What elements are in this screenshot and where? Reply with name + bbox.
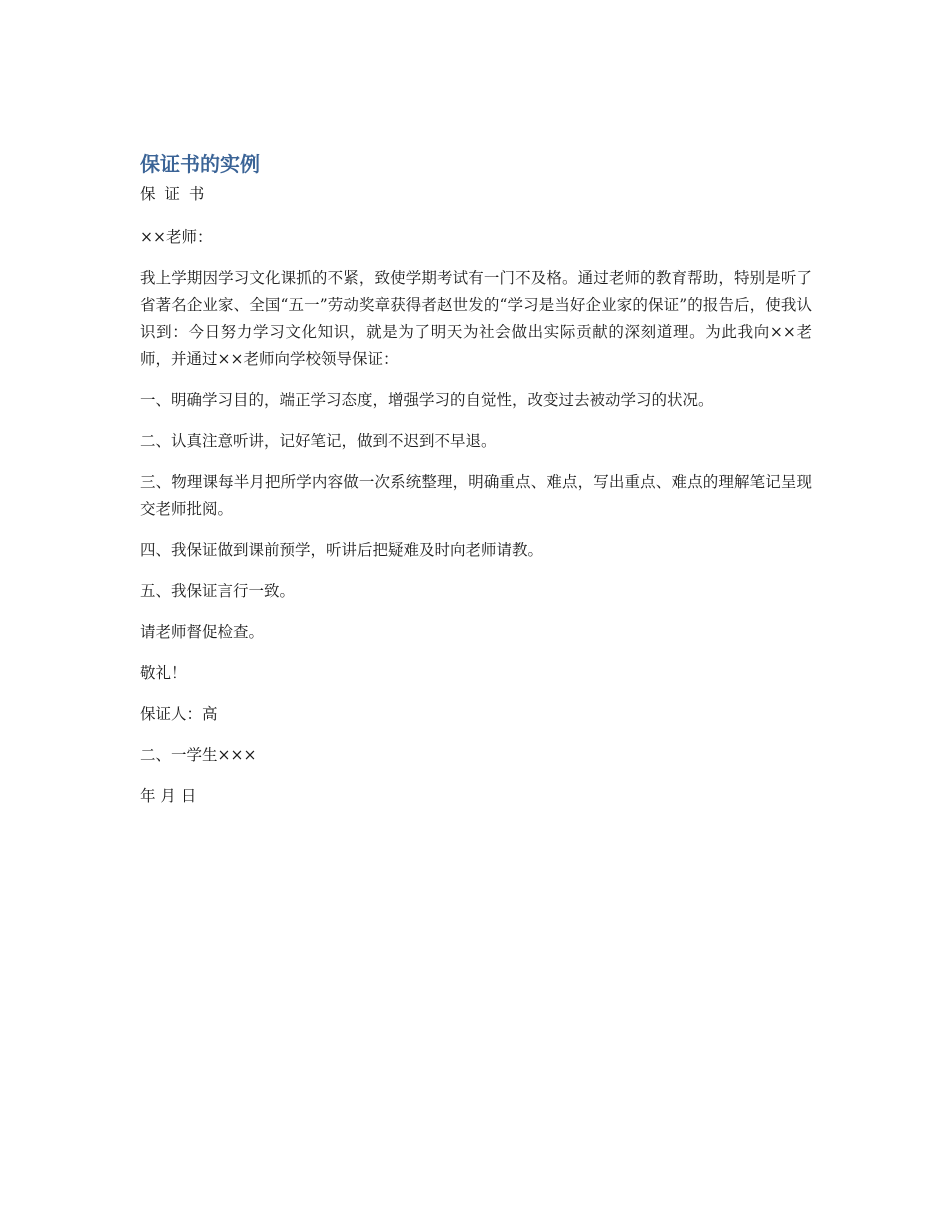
date-line: 年 月 日 [140,787,197,805]
body-paragraph: 我上学期因学习文化课抓的不紧，致使学期考试有一门不及格。通过老师的教育帮助，特别是听了省著名企业家、全国“五一”劳动奖章获得者赵世发的“学习是当好企业家的保证”的报告后，使我认识到：今日努力学习文化知识，就是为了明天为社会做出实际贡献的深刻道理。为此我向××老师，并通过××老师向学校领导保证： [140,269,812,368]
signer-line: 二、一学生××× [140,746,257,764]
pledge-item-2: 二、认真注意听讲，记好笔记，做到不迟到不早退。 [140,432,497,450]
document-subtitle: 保 证 书 [140,185,207,203]
request-line: 请老师督促检查。 [140,623,265,641]
closing-line: 敬礼！ [140,664,187,682]
document-page [140,150,812,824]
pledge-item-1: 一、明确学习目的，端正学习态度，增强学习的自觉性，改变过去被动学习的状况。 [140,391,714,409]
pledge-item-4: 四、我保证做到课前预学，听讲后把疑难及时向老师请教。 [140,541,544,559]
pledge-item-5: 五、我保证言行一致。 [140,582,296,600]
document-title: 保证书的实例 [140,152,260,176]
signature-line: 保证人：高 [140,705,218,723]
salutation: ××老师： [140,228,213,246]
pledge-item-3: 三、物理课每半月把所学内容做一次系统整理，明确重点、难点，写出重点、难点的理解笔记呈现交老师批阅。 [140,473,812,518]
